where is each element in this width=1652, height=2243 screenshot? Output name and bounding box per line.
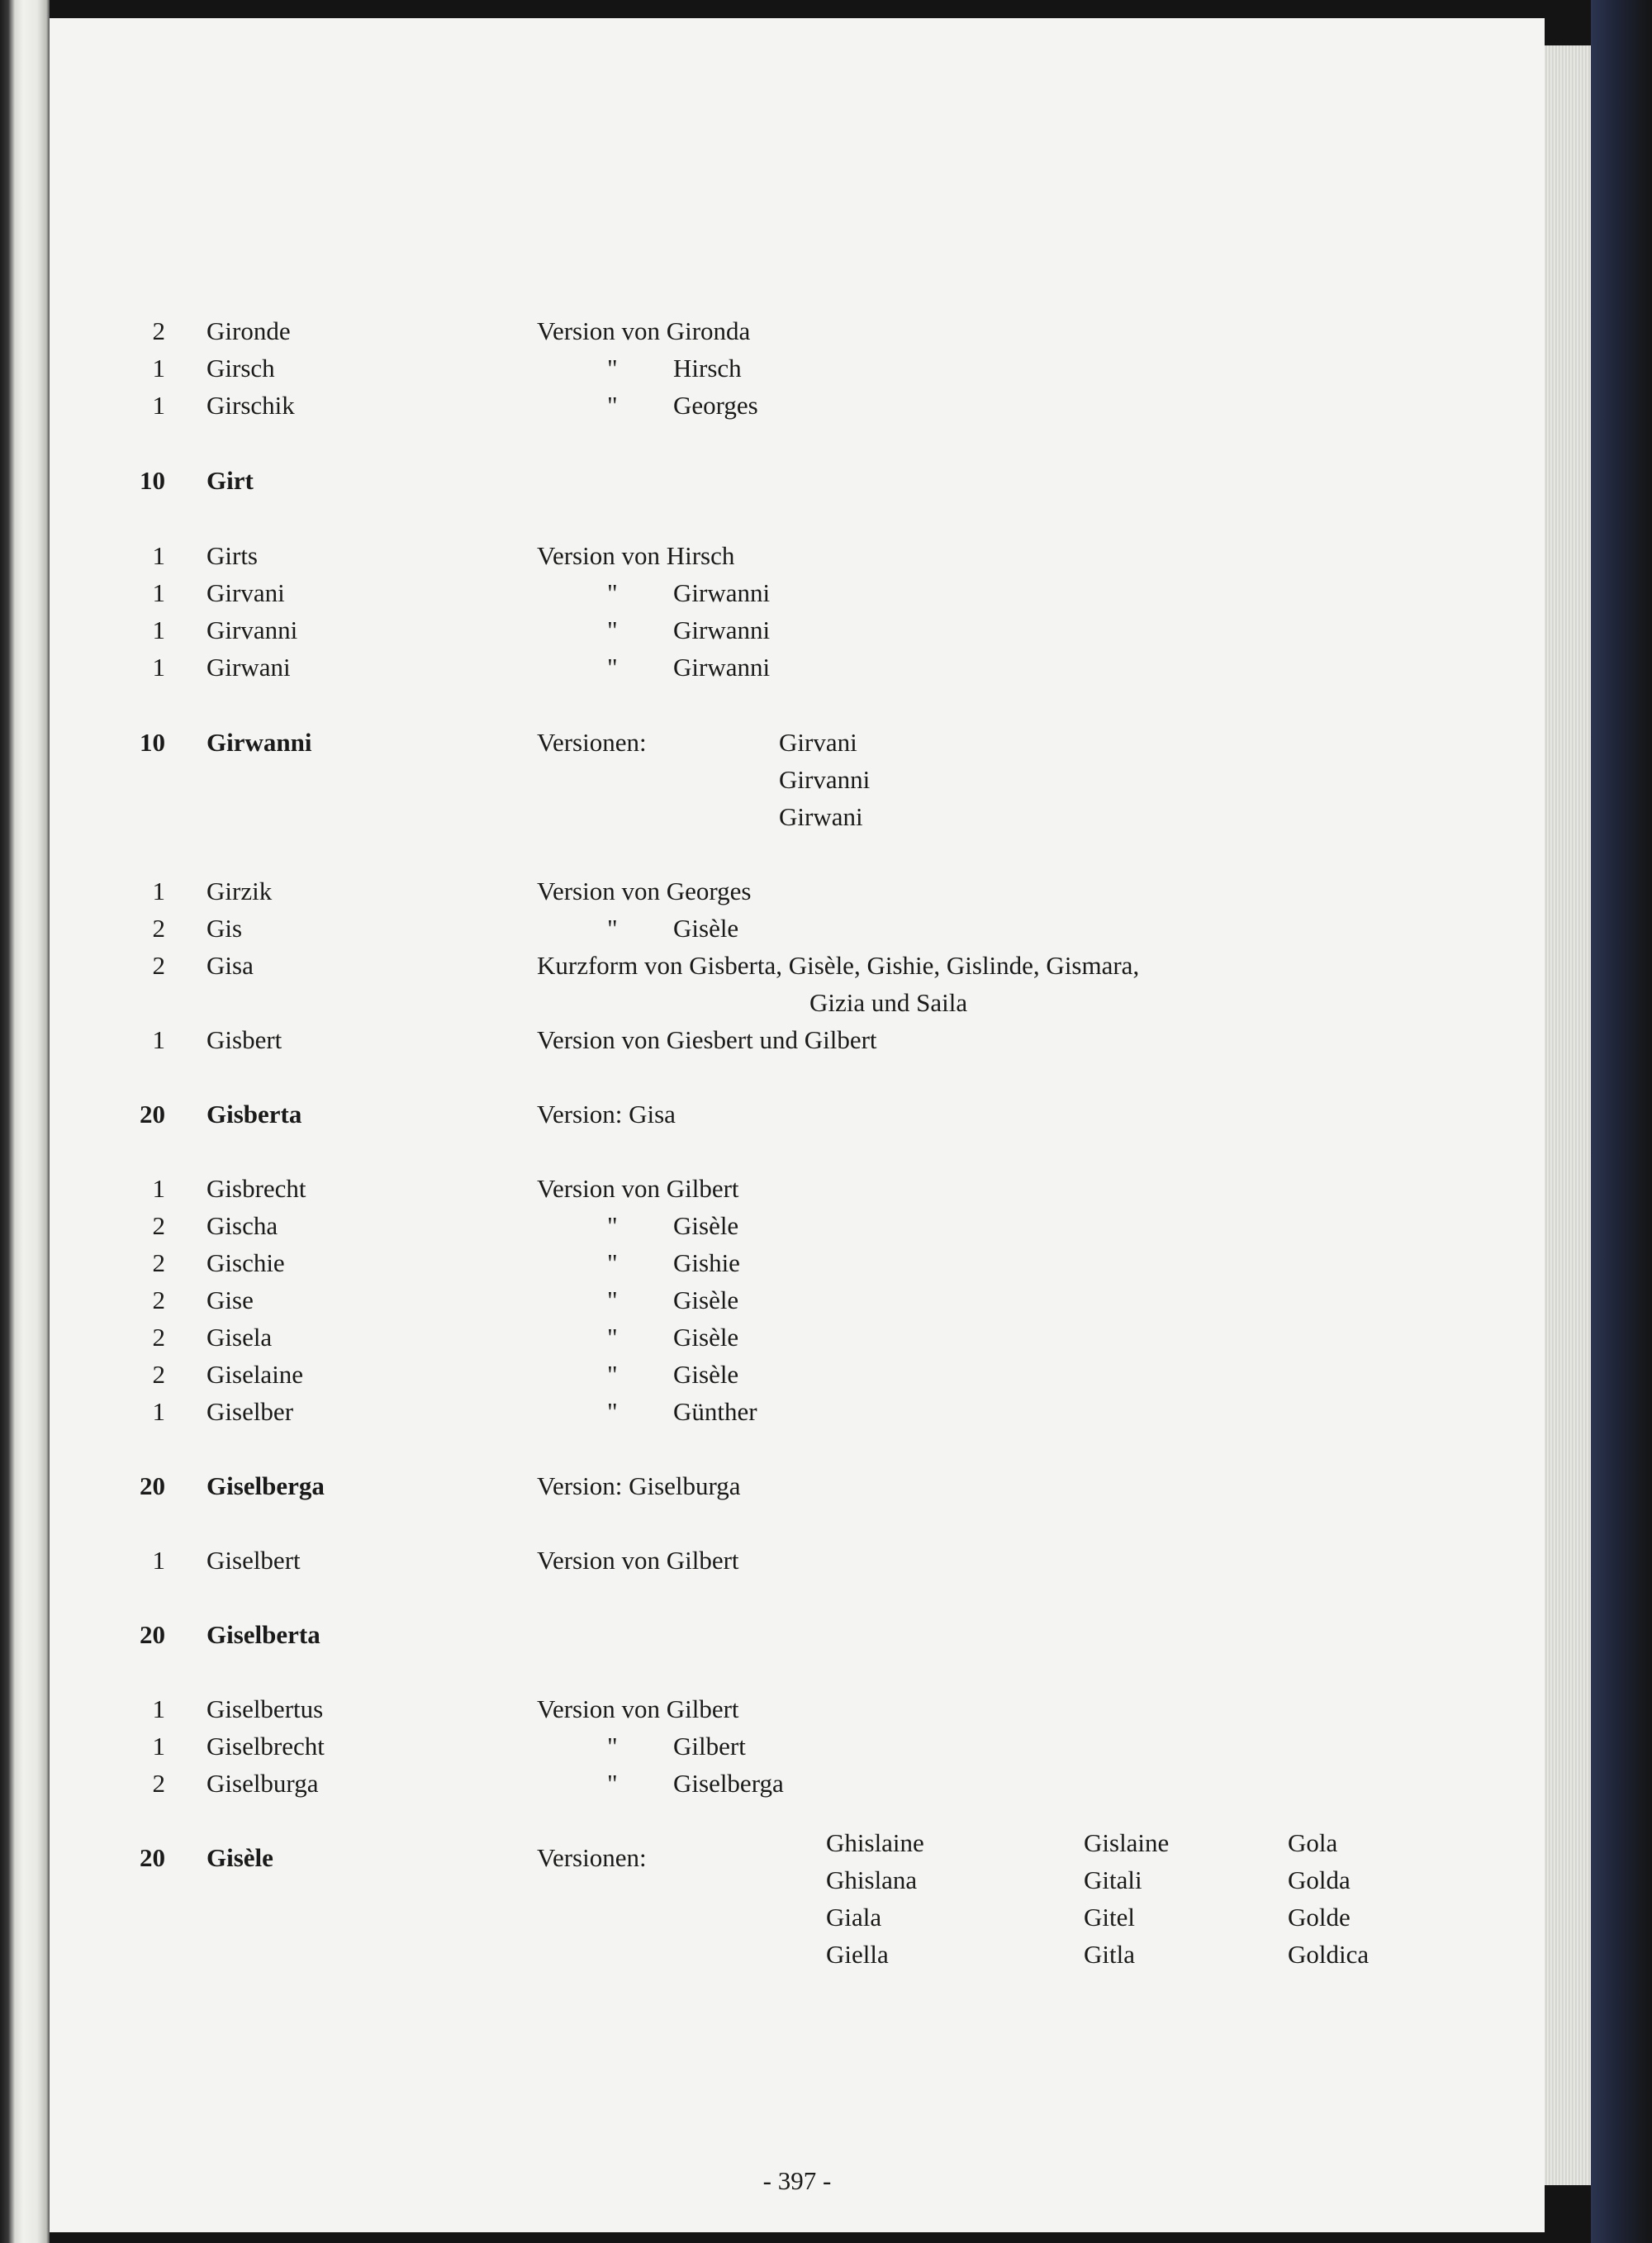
version-target: Gisèle	[673, 1360, 739, 1389]
entry-count: 20	[140, 1100, 165, 1129]
entry-name: Gironde	[206, 316, 291, 345]
entry-row	[50, 1319, 1454, 1356]
ditto-mark: "	[607, 653, 618, 682]
entry-count: 1	[152, 615, 165, 644]
version-target: Girwanni	[673, 653, 771, 682]
entry-row	[50, 1171, 1454, 1207]
entry-name: Girschik	[206, 391, 295, 420]
entry-row	[50, 463, 1454, 499]
version-name: Ghislaine	[826, 1828, 924, 1857]
entry-version-text: Version: Gisa	[537, 1100, 676, 1129]
entry-count: 10	[140, 728, 165, 757]
entry-version-text: Version von Georges	[537, 877, 752, 905]
ditto-mark: "	[607, 1732, 618, 1761]
entry-name: Gisèle	[206, 1843, 273, 1872]
entry-row	[50, 1840, 1454, 1876]
entry-row	[50, 910, 1454, 947]
entry-row	[50, 948, 1454, 984]
entry-row	[50, 1765, 1454, 1802]
version-target: Girvanni	[779, 765, 871, 794]
entry-count: 2	[152, 951, 165, 980]
ditto-mark: "	[607, 391, 618, 420]
entry-count: 20	[140, 1843, 165, 1872]
entry-row	[50, 1096, 1454, 1133]
entry-row	[50, 1282, 1454, 1319]
version-name: Gislaine	[1084, 1828, 1170, 1857]
version-target: Girvani	[779, 728, 857, 757]
version-name: Golda	[1288, 1865, 1351, 1894]
entry-count: 2	[152, 1323, 165, 1352]
entry-count: 1	[152, 1732, 165, 1761]
entry-continuation: Gizia und Saila	[809, 988, 968, 1017]
entry-row	[50, 538, 1454, 574]
entry-count: 1	[152, 1025, 165, 1054]
entry-name: Giselbrecht	[206, 1732, 325, 1761]
entry-row	[50, 1022, 1454, 1058]
entry-row	[50, 350, 1454, 387]
entry-version-text: Version von Giesbert und Gilbert	[537, 1025, 877, 1054]
entry-row	[50, 873, 1454, 910]
version-name: Gitla	[1084, 1940, 1135, 1969]
version-target: Giselberga	[673, 1769, 784, 1798]
entry-row	[50, 575, 1454, 611]
entry-row	[50, 1728, 1454, 1765]
entry-row	[50, 1468, 1454, 1504]
entry-name: Girt	[206, 466, 254, 495]
entry-row	[50, 725, 1454, 761]
entry-row	[50, 649, 1454, 686]
entry-count: 2	[152, 1211, 165, 1240]
ditto-mark: "	[607, 354, 618, 383]
entry-row	[50, 1208, 1454, 1244]
version-target: Gisèle	[673, 1323, 739, 1352]
entry-name: Gisberta	[206, 1100, 302, 1129]
entry-name: Giselbertus	[206, 1694, 324, 1723]
version-target: Gilbert	[673, 1732, 746, 1761]
version-target: Gishie	[673, 1248, 740, 1277]
entry-name: Giselberga	[206, 1471, 325, 1500]
entry-count: 2	[152, 1769, 165, 1798]
entry-name: Giselbert	[206, 1546, 301, 1575]
entry-version-text: Kurzform von Gisberta, Gisèle, Gishie, Gislinde, Gismara,	[537, 951, 1140, 980]
ditto-mark: "	[607, 578, 618, 607]
entry-name: Girsch	[206, 354, 275, 383]
version-target: Günther	[673, 1397, 757, 1426]
entry-name: Gischie	[206, 1248, 285, 1277]
entry-version-text: Version von Gilbert	[537, 1546, 739, 1575]
ditto-mark: "	[607, 615, 618, 644]
version-name: Ghislana	[826, 1865, 918, 1894]
version-name: Gola	[1288, 1828, 1338, 1857]
entry-name: Girvanni	[206, 615, 298, 644]
entry-row	[50, 1691, 1454, 1727]
entry-row	[50, 1617, 1454, 1653]
entry-count: 1	[152, 1174, 165, 1203]
entry-count: 1	[152, 391, 165, 420]
entry-row	[50, 313, 1454, 349]
entry-count: 1	[152, 578, 165, 607]
ditto-mark: "	[607, 1397, 618, 1426]
version-target: Gisèle	[673, 914, 739, 943]
page-fore-edge	[1543, 45, 1593, 2185]
entry-count: 2	[152, 316, 165, 345]
book-gutter	[0, 0, 50, 2243]
entry-name: Gisbert	[206, 1025, 282, 1054]
version-name: Giala	[826, 1903, 882, 1932]
version-name: Gitali	[1084, 1865, 1142, 1894]
version-target: Georges	[673, 391, 758, 420]
ditto-mark: "	[607, 1769, 618, 1798]
entry-name: Gis	[206, 914, 243, 943]
ditto-mark: "	[607, 1248, 618, 1277]
page-number: - 397 -	[762, 2166, 832, 2195]
version-target: Gisèle	[673, 1211, 739, 1240]
entry-count: 10	[140, 466, 165, 495]
entry-row	[50, 1245, 1454, 1281]
entry-name: Girts	[206, 541, 258, 570]
ditto-mark: "	[607, 1323, 618, 1352]
entry-count: 2	[152, 1360, 165, 1389]
entry-name: Gisbrecht	[206, 1174, 306, 1203]
entry-row	[50, 612, 1454, 649]
version-name: Gitel	[1084, 1903, 1135, 1932]
entry-count: 1	[152, 653, 165, 682]
entry-count: 20	[140, 1471, 165, 1500]
entry-name: Gischa	[206, 1211, 278, 1240]
entry-row	[50, 1357, 1454, 1393]
entry-name: Giselberta	[206, 1620, 320, 1649]
version-name: Golde	[1288, 1903, 1351, 1932]
entry-name: Girvani	[206, 578, 285, 607]
entry-name: Girzik	[206, 877, 273, 905]
ditto-mark: "	[607, 1211, 618, 1240]
entry-version-text: Version von Gilbert	[537, 1174, 739, 1203]
ditto-mark: "	[607, 1360, 618, 1389]
entry-version-text: Version von Gilbert	[537, 1694, 739, 1723]
entry-count: 2	[152, 1248, 165, 1277]
entry-version-text: Version von Hirsch	[537, 541, 735, 570]
entry-row	[50, 1542, 1454, 1579]
entry-count: 1	[152, 877, 165, 905]
entry-name: Giselburga	[206, 1769, 319, 1798]
version-name: Goldica	[1288, 1940, 1370, 1969]
version-target: Hirsch	[673, 354, 742, 383]
entry-name: Gisa	[206, 951, 254, 980]
version-target: Girwanni	[673, 615, 771, 644]
entry-version-text: Version von Gironda	[537, 316, 751, 345]
book-page	[50, 18, 1545, 2232]
entry-count: 1	[152, 1694, 165, 1723]
ditto-mark: "	[607, 914, 618, 943]
entry-count: 1	[152, 541, 165, 570]
versions-label: Versionen:	[537, 1843, 647, 1872]
entry-row	[50, 387, 1454, 424]
entry-count: 2	[152, 914, 165, 943]
version-target: Girwani	[779, 802, 863, 831]
entry-count: 2	[152, 1285, 165, 1314]
entry-name: Girwanni	[206, 728, 312, 757]
entry-count: 1	[152, 1397, 165, 1426]
entry-count: 20	[140, 1620, 165, 1649]
entry-version-text: Version: Giselburga	[537, 1471, 741, 1500]
entry-name: Giselber	[206, 1397, 294, 1426]
entry-row	[50, 1394, 1454, 1430]
entry-count: 1	[152, 1546, 165, 1575]
version-target: Gisèle	[673, 1285, 739, 1314]
entry-name: Girwani	[206, 653, 291, 682]
entry-name: Giselaine	[206, 1360, 304, 1389]
version-target: Girwanni	[673, 578, 771, 607]
entry-count: 1	[152, 354, 165, 383]
ditto-mark: "	[607, 1285, 618, 1314]
book-cover-edge	[1591, 0, 1652, 2243]
entry-name: Gisela	[206, 1323, 273, 1352]
version-name: Giella	[826, 1940, 889, 1969]
versions-label: Versionen:	[537, 728, 647, 757]
entry-name: Gise	[206, 1285, 254, 1314]
